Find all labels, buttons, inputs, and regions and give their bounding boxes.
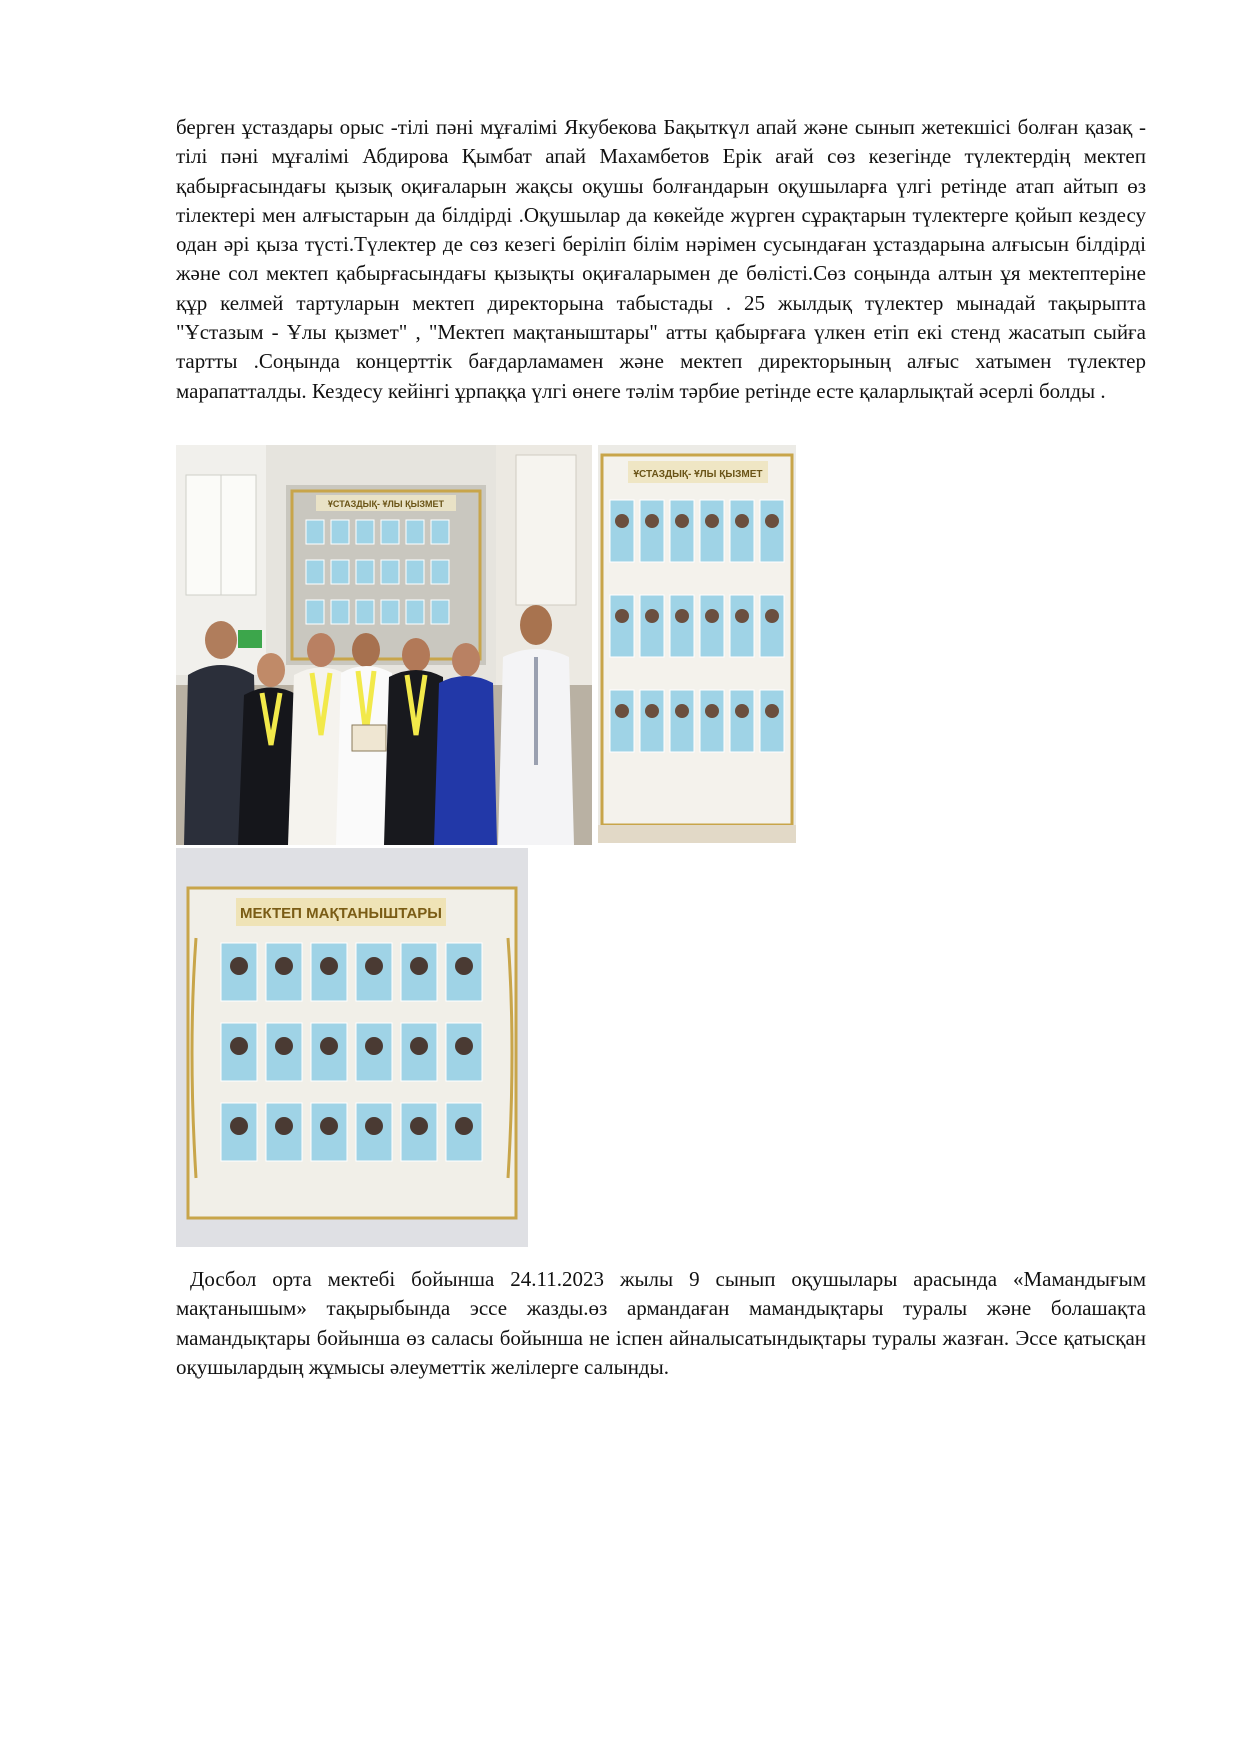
group-photo — [176, 445, 592, 845]
body-paragraph-1: берген ұстаздары орыс -тілі пәні мұғалімі Якубекова Бақыткүл апай және сынып жетекшісі болған қазақ - тілі пәні мұғалімі Абдирова Қымбат апай Махамбетов Ерік ағай сөз кезегінде түлектердің мектеп қабырғасындағы қызық оқиғаларын жақсы оқушы болғандарын оқушыларға үлгі ретінде атап айтып өз тілектері мен алғыстарын да білдірді .Оқушылар да көкейде жүрген сұрақтарын түлектерге қойып кездесу одан әрі қыза түсті.Түлектер де сөз кезегі беріліп білім нәрімен сусындаған ұстаздарына алғысын білдірді және сол мектеп қабырғасындағы қызықты оқиғаларымен де бөлісті.Сөз соңында алтын ұя мектептеріне құр келмей тартуларын мектеп директорына табыстады . 25 жылдық түлектер мынадай тақырыпта "Ұстазым - Ұлы қызмет" , "Мектеп мақтаныштары" атты қабырғаға үлкен етіп екі стенд жасатып сыйға тартты .Соңында концерттік бағдарламамен және мектеп директорының алғыс хатымен түлектер марапатталды. Кездесу кейінгі ұрпаққа үлгі өнеге тәлім тәрбие ретінде есте қаларлықтай әсерлі болды . — [176, 115, 1146, 403]
teachers-board-image — [598, 445, 796, 843]
group-board-title: ҰСТАЗДЫҚ- ҰЛЫ ҚЫЗМЕТ — [327, 499, 445, 509]
school-pride-board-photo — [176, 848, 528, 1247]
body-paragraph-2: Досбол орта мектебі бойынша 24.11.2023 жылы 9 сынып оқушылары арасында «Мамандығым мақтанышым» тақырыбында эссе жазды.өз армандаған мамандықтары туралы және болашақта мамандықтары бойынша өз саласы бойынша не іспен айналысатындықтары туралы жазған. Эссе қатысқан оқушылардың жұмысы әлеуметтік желілерге салынды. — [176, 1267, 1146, 1379]
school-pride-board-title: МЕКТЕП МАҚТАНЫШТАРЫ — [239, 905, 443, 922]
teachers-board-title: ҰСТАЗДЫҚ- ҰЛЫ ҚЫЗМЕТ — [633, 469, 763, 480]
group-photo-image — [176, 445, 592, 845]
school-pride-board-image — [176, 848, 528, 1247]
teachers-board-photo — [598, 445, 796, 843]
